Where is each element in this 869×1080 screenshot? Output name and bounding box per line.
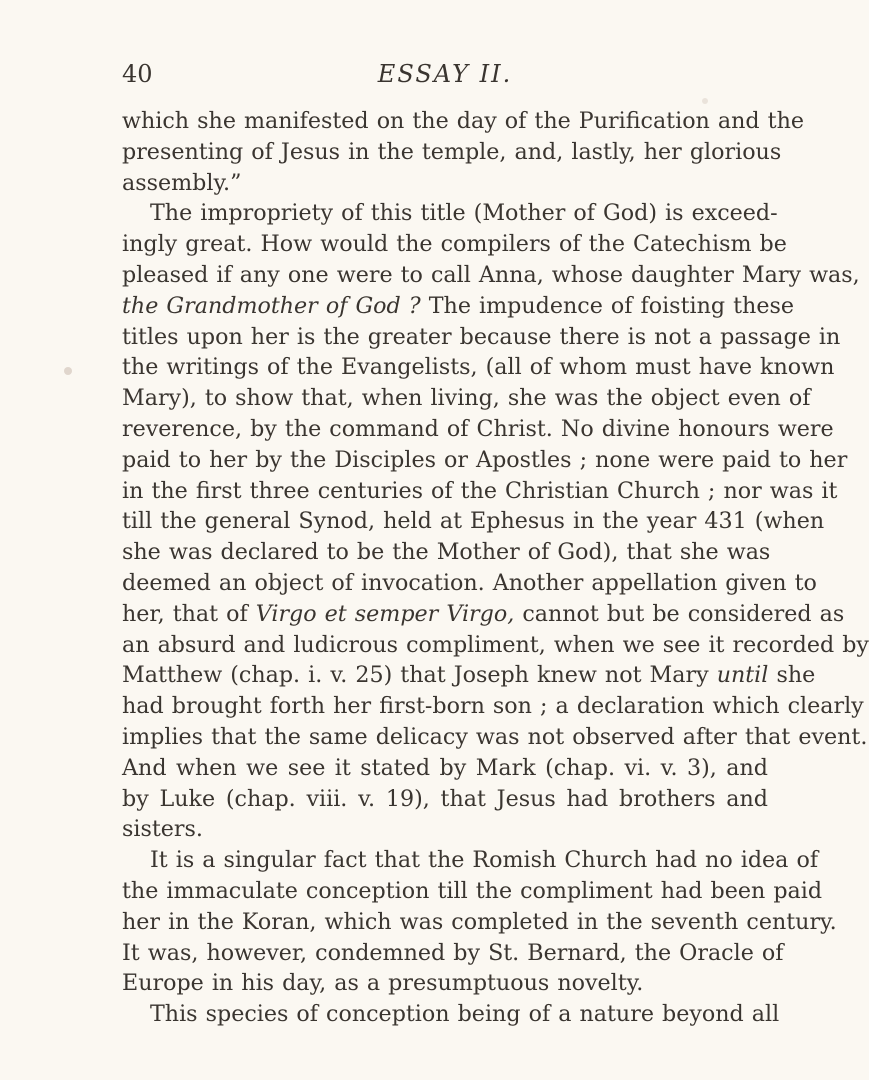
text-run: assembly.”: [122, 169, 242, 196]
text-line: [122, 383, 811, 414]
text-line: [122, 599, 845, 630]
text-run: It is a singular fact that the Romish Church had no idea of: [150, 847, 819, 874]
text-run: by Luke (chap. viii. v. 19), that Jesus had brothers and: [122, 785, 768, 812]
text-line: [122, 568, 817, 599]
italic-text: Virgo et semper Virgo,: [255, 600, 515, 627]
text-line: [122, 352, 835, 383]
text-run: had brought forth her first-born son ; a declaration which clearly: [122, 693, 864, 720]
text-line: [122, 506, 825, 537]
page-header: [122, 62, 768, 92]
running-head: ESSAY II.: [377, 60, 513, 88]
text-run: the writings of the Evangelists, (all of whom must have known: [122, 354, 835, 381]
text-line: [122, 999, 780, 1030]
text-run: And when we see it stated by Mark (chap. vi. v. 3), and: [122, 754, 768, 781]
text-line: [122, 445, 848, 476]
text-line: [122, 691, 864, 722]
text-line: [122, 260, 860, 291]
text-line: [122, 168, 768, 199]
text-run: This species of conception being of a nature beyond all: [150, 1001, 780, 1028]
text-line: [122, 414, 834, 445]
text-run: Europe in his day, as a presumptuous novelty.: [122, 970, 644, 997]
text-line: [122, 814, 768, 845]
text-run: Matthew (chap. i. v. 25) that Joseph knew not Mary: [122, 662, 717, 689]
text-line: [122, 845, 819, 876]
text-line: [122, 968, 768, 999]
text-line: [122, 753, 768, 784]
italic-text: until: [716, 662, 769, 689]
text-line: [122, 106, 805, 137]
text-line: [122, 476, 838, 507]
scan-mark: [702, 98, 708, 104]
text-run: cannot but be considered as: [514, 600, 845, 627]
text-run: paid to her by the Disciples or Apostles ; none were paid to her: [122, 446, 848, 473]
text-run: the immaculate conception till the compliment had been paid: [122, 877, 823, 904]
text-run: she: [768, 662, 816, 689]
text-line: [122, 630, 869, 661]
text-run: presenting of Jesus in the temple, and, lastly, her glorious: [122, 138, 782, 165]
text-line: [122, 537, 771, 568]
essay-text: [122, 106, 869, 1030]
italic-text: the Grandmother of God ?: [122, 292, 421, 319]
text-line: [122, 291, 794, 322]
text-run: in the first three centuries of the Christian Church ; nor was it: [122, 477, 838, 504]
text-run: titles upon her is the greater because there is not a passage in: [122, 323, 841, 350]
text-run: It was, however, condemned by St. Bernard, the Oracle of: [122, 939, 784, 966]
text-run: deemed an object of invocation. Another appellation given to: [122, 569, 817, 596]
text-run: reverence, by the command of Christ. No divine honours were: [122, 415, 834, 442]
text-run: an absurd and ludicrous compliment, when we see it recorded by: [122, 631, 869, 658]
text-run: sisters.: [122, 816, 203, 843]
text-line: [122, 938, 784, 969]
text-run: implies that the same delicacy was not observed after that event.: [122, 723, 868, 750]
scan-mark: [64, 367, 72, 375]
text-run: her in the Koran, which was completed in the seventh century.: [122, 908, 837, 935]
page-number: 40: [122, 60, 153, 88]
text-run: Mary), to show that, when living, she was the object even of: [122, 385, 811, 412]
text-run: The impropriety of this title (Mother of God) is exceed-: [150, 200, 778, 227]
text-line: [122, 907, 837, 938]
text-run: The impudence of foisting these: [420, 292, 794, 319]
text-line: [122, 660, 816, 691]
text-run: till the general Synod, held at Ephesus in the year 431 (when: [122, 508, 825, 535]
text-run: she was declared to be the Mother of God), that she was: [122, 539, 771, 566]
text-run: which she manifested on the day of the Purification and the: [122, 108, 805, 134]
text-line: [122, 722, 868, 753]
text-line: [122, 137, 782, 168]
text-line: [122, 784, 768, 815]
text-run: her, that of: [122, 600, 256, 627]
text-run: pleased if any one were to call Anna, whose daughter Mary was,: [122, 261, 860, 288]
text-line: [122, 876, 823, 907]
text-line: [122, 322, 841, 353]
text-line: [122, 198, 778, 229]
text-line: [122, 229, 787, 260]
text-run: ingly great. How would the compilers of the Catechism be: [122, 231, 787, 258]
